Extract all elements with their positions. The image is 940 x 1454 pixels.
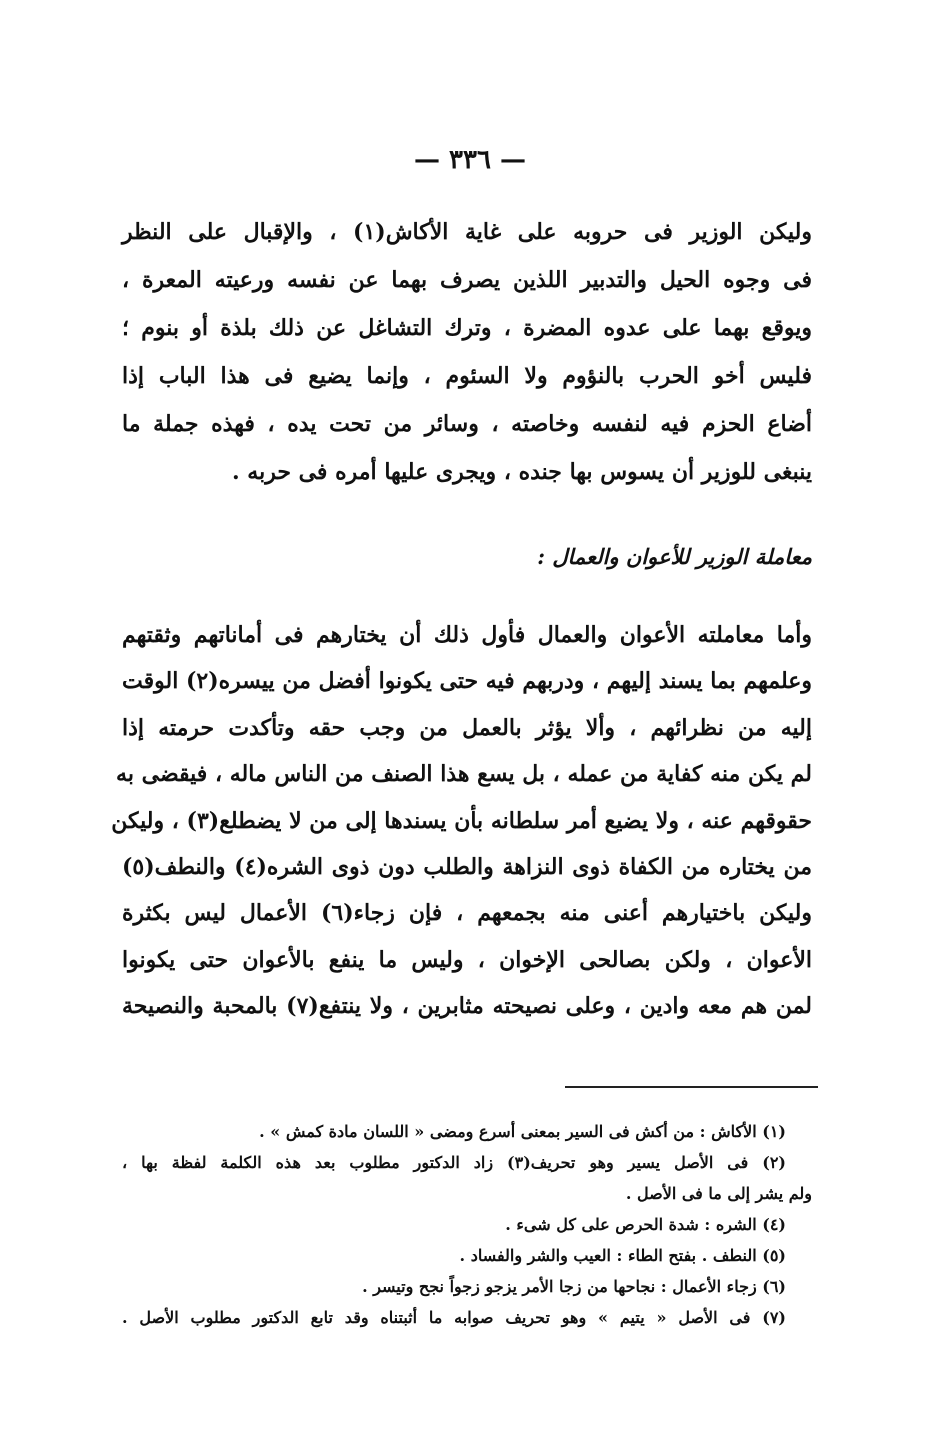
footnote: (٤) الشره : شدة الحرص على كل شىء . (505, 1215, 786, 1234)
text-line: أضاع الحزم فيه لنفسه وخاصته ، وسائر من تحت يده ، فهذه جملة ما (122, 411, 812, 437)
text-line: إليه من نظرائهم ، وألا يؤثر بالعمل من وجب حقه وتأكدت حرمته إذا (122, 714, 812, 741)
text-line: وليكن باختيارهم أعنى منه بجمعهم ، فإن زجاء(٦) الأعمال ليس بكثرة (122, 900, 813, 927)
text-line: وعلمهم بما يسند إليهم ، ودربهم فيه حتى يكونوا أفضل من ييسره(٢) الوقت (122, 668, 812, 695)
paragraph-aides-treatment (111, 612, 813, 1030)
text-line: لمن هم معه وادين ، وعلى نصيحته مثابرين ، ولا ينتفع(٧) بالمحبة والنصيحة (122, 993, 812, 1020)
footnote: (١) الأكاش : من أكش فى السير بمعنى أسرع ومضى « اللسان مادة كمش » . (259, 1122, 786, 1141)
text-line: فى وجوه الحيل والتدبير اللذين يصرف بهما عن نفسه ورعيته المعرة ، (122, 267, 812, 293)
footnote: (٧) فى الأصل « يتيم » وهو تحريف صوابه ما أثبتناه وقد تابع الدكتور مطلوب الأصل . (122, 1308, 786, 1327)
text-line: ينبغى للوزير أن يسوس بها جنده ، ويجرى عليها أمره فى حربه . (231, 459, 812, 485)
paragraph-war-conduct (122, 208, 812, 496)
text-line: وأما معاملته الأعوان والعمال فأول ذلك أن يختارهم فى أماناتهم وثقتهم (122, 622, 812, 648)
section-heading: معاملة الوزير للأعوان والعمال : (537, 544, 812, 569)
footnote: (٦) زجاء الأعمال : نجاحها من زجا الأمر يزجو زجواً نجح وتيسر . (362, 1277, 786, 1296)
footnote: (٢) فى الأصل يسير وهو تحريف(٣) زاد الدكتور مطلوب بعد هذه الكلمة لفظة بها ، (122, 1153, 786, 1172)
text-line: من يختاره من الكفاة ذوى النزاهة والطلب دون ذوى الشره(٤) والنطف(٥) (122, 853, 812, 880)
text-line: لم يكن منه كفاية من عمله ، بل يسع هذا الصنف من الناس ماله ، فيقضى به (116, 761, 812, 788)
footnote: (٥) النطف . بفتح الطاء : العيب والشر والفساد . (459, 1246, 786, 1265)
text-line: الأعوان ، ولكن بصالحى الإخوان ، وليس ما ينفع بالأعوان حتى يكونوا (122, 946, 812, 973)
page-number: — ٣٣٦ — (413, 145, 527, 175)
text-line: وليكن الوزير فى حروبه على غاية الأكاش(١) ، والإقبال على النظر (122, 219, 812, 245)
text-line: حقوقهم عنه ، ولا يضيع أمر سلطانه بأن يسندها إلى من لا يضطلع(٣) ، وليكن (111, 807, 812, 834)
footnotes (122, 1116, 812, 1333)
text-line: ويوقع بهما على عدوه المضرة ، وترك التشاغل عن ذلك بلذة أو بنوم ؛ (122, 315, 812, 341)
footnote-separator (565, 1086, 818, 1088)
text-line: فليس أخو الحرب بالنؤوم ولا السئوم ، وإنما يضيع فى هذا الباب إذا (122, 363, 812, 389)
footnote-continuation: ولم يشر إلى ما فى الأصل . (625, 1184, 812, 1203)
